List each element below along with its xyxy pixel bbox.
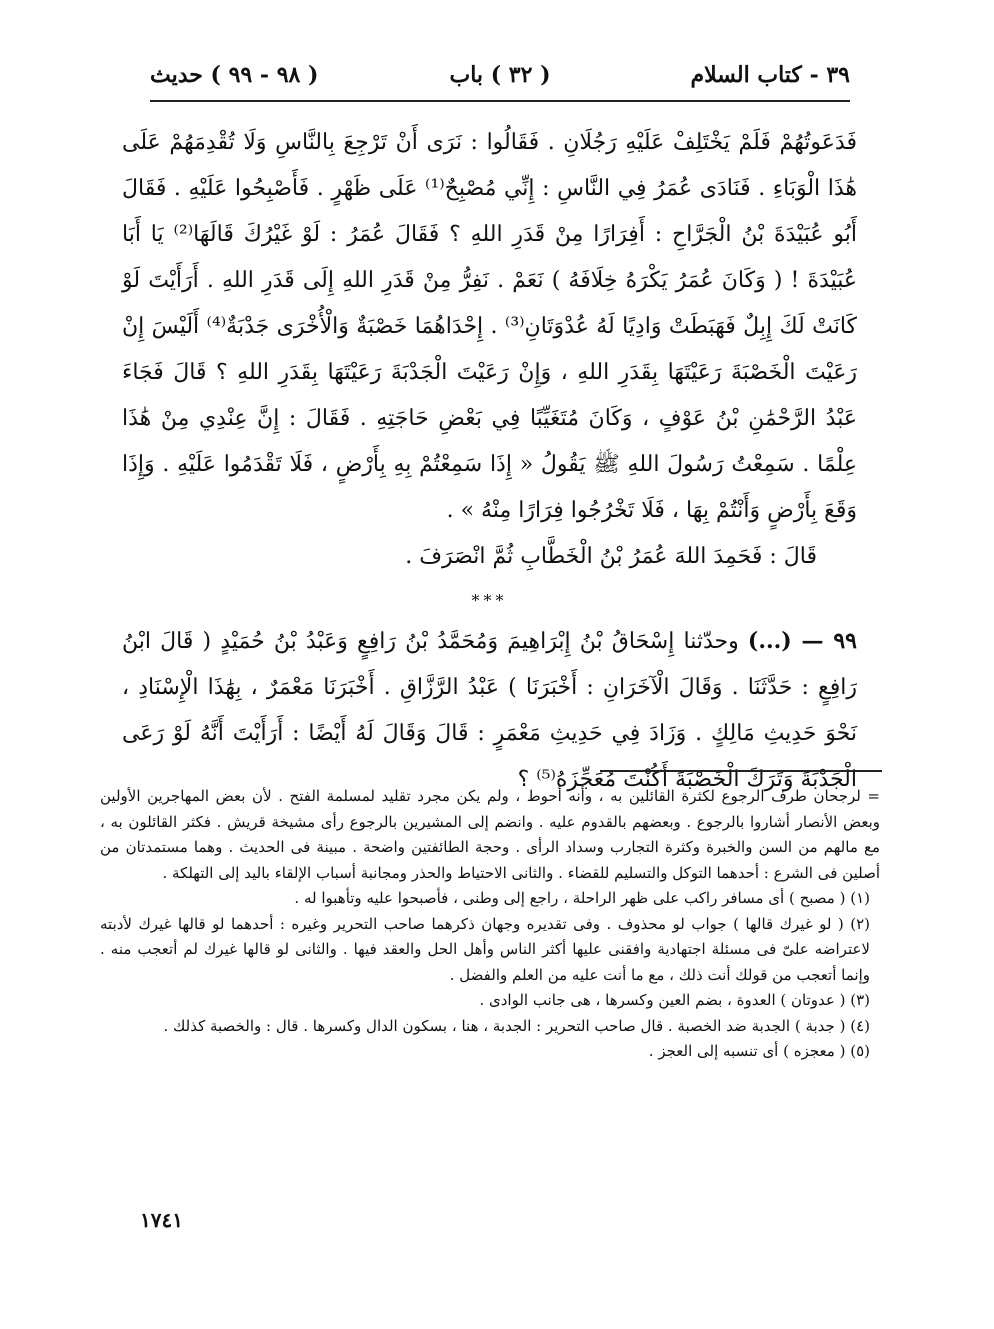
hadith-range: ( ٩٨ - ٩٩ ) حديث (150, 62, 319, 88)
footnote-1: (١) ( مصبح ) أى مسافر راكب على ظهر الراحلة ، راجع إلى وطنى ، فأصبحوا عليه وتأهبوا له . (294, 889, 870, 907)
chapter-number: ( ٣٢ ) باب (449, 62, 551, 88)
book-title: ٣٩ - كتاب السلام (690, 62, 850, 88)
hadith-99-text (122, 618, 857, 803)
footnote-2: (٢) ( لو غيرك قالها ) جواب لو محذوف . وفى تقديره وجهان ذكرهما صاحب التحرير وغيره : أحدهما لو قالها غيرك لأدبته لاعتراضه علىّ فى مسئلة اجتهادية وافقنى عليها أكثر الناس وأهل الحل والعقد فيها . والثانى لو قالها غيرك لم أتعجب منه . وإنما أتعجب من قولك أنت ذلك ، مع ما أنت عليه من العلم والفضل . (100, 914, 870, 984)
footnote-5: (٥) ( معجزه ) أى تنسبه إلى العجز . (648, 1042, 870, 1060)
footnote-3: (٣) ( عدوتان ) العدوة ، بضم العين وكسرها ، هى جانب الوادى . (479, 991, 870, 1009)
hadith-99-body: وحدّثنا إِسْحَاقُ بْنُ إِبْرَاهِيمَ وَمُحَمَّدُ بْنُ رَافِعٍ وَعَبْدُ بْنُ حُمَيْدٍ ( قَالَ ابْنُ رَافِعٍ : حَدَّثَنَا . وَقَالَ الْآخَرَانِ : أَخْبَرَنَا ) عَبْدُ الرَّزَّاقِ . أَخْبَرَنَا مَعْمَرٌ ، بِهَٰذَا الْإِسْنَادِ ، نَحْوَ حَدِيثِ مَالِكٍ . وَزَادَ فِي حَدِيثِ مَعْمَرٍ : قَالَ وَقَالَ لَهُ أَيْضًا : أَرَأَيْتَ أَنَّهُ لَوْ رَعَى الْجَدْبَةَ وَتَرَكَ الْخَصْبَةَ أَكُنْتَ مُعَجِّزَهُ⁽⁵⁾ ؟ (122, 629, 857, 792)
page-number: ١٧٤١ (140, 1208, 183, 1232)
section-separator: *** (471, 591, 508, 610)
footnotes (100, 784, 880, 1065)
hadith-98-text: فَدَعَوتُهُمْ فَلَمْ يَخْتَلِفْ عَلَيْهِ رَجُلَانِ . فَقَالُوا : نَرَى أَنْ تَرْجِعَ بِالنَّاسِ وَلَا تُقْدِمَهُمْ عَلَى هَٰذَا الْوَبَاءِ . فَنَادَى عُمَرُ فِي النَّاسِ : إِنِّي مُصْبِحٌ⁽¹⁾ عَلَى ظَهْرٍ . فَأَصْبِحُوا عَلَيْهِ . فَقَالَ أَبُو عُبَيْدَةَ بْنُ الْجَرَّاحِ : أَفِرَارًا مِنْ قَدَرِ اللهِ ؟ فَقَالَ عُمَرُ : لَوْ غَيْرُكَ قَالَهَا⁽²⁾ يَا أَبَا عُبَيْدَةَ ! ( وَكَانَ عُمَرُ يَكْرَهُ خِلَافَهُ ) نَعَمْ . نَفِرُّ مِنْ قَدَرِ اللهِ إِلَى قَدَرِ اللهِ . أَرَأَيْتَ لَوْ كَانَتْ لَكَ إِبِلٌ فَهَبَطَتْ وَادِيًا لَهُ عُدْوَتَانِ⁽³⁾ . إِحْدَاهُمَا خَصْبَةٌ وَالْأُخْرَى جَدْبَةٌ⁽⁴⁾ أَلَيْسَ إِنْ رَعَيْتَ الْخَصْبَةَ رَعَيْتَهَا بِقَدَرِ اللهِ ، وَإِنْ رَعَيْتَ الْجَدْبَةَ رَعَيْتَهَا بِقَدَرِ اللهِ ؟ قَالَ فَجَاءَ عَبْدُ الرَّحْمَٰنِ بْنُ عَوْفٍ ، وَكَانَ مُتَغَيِّبًا فِي بَعْضِ حَاجَتِهِ . فَقَالَ : إِنَّ عِنْدِي مِنْ هَٰذَا عِلْمًا . سَمِعْتُ رَسُولَ اللهِ ﷺ يَقُولُ « إِذَا سَمِعْتُمْ بِهِ بِأَرْضٍ ، فَلَا تَقْدَمُوا عَلَيْهِ . وَإِذَا وَقَعَ بِأَرْضٍ وَأَنْتُمْ بِهَا ، فَلَا تَخْرُجُوا فِرَارًا مِنْهُ » . (122, 130, 857, 523)
hadith-number: ٩٩ — (...) (747, 628, 857, 654)
running-header (150, 62, 850, 98)
footnote-4: (٤) ( جدبة ) الجدبة ضد الخصبة . قال صاحب التحرير : الجدبة ، هنا ، بسكون الدال وكسرها . قال : والخصبة كذلك . (163, 1016, 870, 1035)
footnote-rule (600, 770, 882, 772)
main-text (122, 120, 857, 803)
hadith-98-ending: قَالَ : فَحَمِدَ اللهَ عُمَرُ بْنُ الْخَطَّابِ ثُمَّ انْصَرَفَ . (405, 544, 817, 569)
header-rule (150, 100, 850, 102)
footnote-continuation: = لرجحان طرف الرجوع لكثرة القائلين به ، وأنه أحوط ، ولم يكن مجرد تقليد لمسلمة الفتح . لأن بعض المهاجرين الأولين وبعض الأنصار أشاروا بالرجوع . وبعضهم بالقدوم عليه . وانضم إلى المشيرين بالرجوع رأى مشيخة قريش . فكثر القائلون به ، مع مالهم من السن والخبرة وكثرة التجارب وسداد الرأى . وحجة الطائفتين واضحة . مبينة فى الحديث . وهما مستمدتان من أصلين فى الشرع : أحدهما التوكل والتسليم للقضاء . والثانى الاحتياط والحذر ومجانبة أسباب الإلقاء باليد إلى التهلكة . (100, 787, 880, 882)
